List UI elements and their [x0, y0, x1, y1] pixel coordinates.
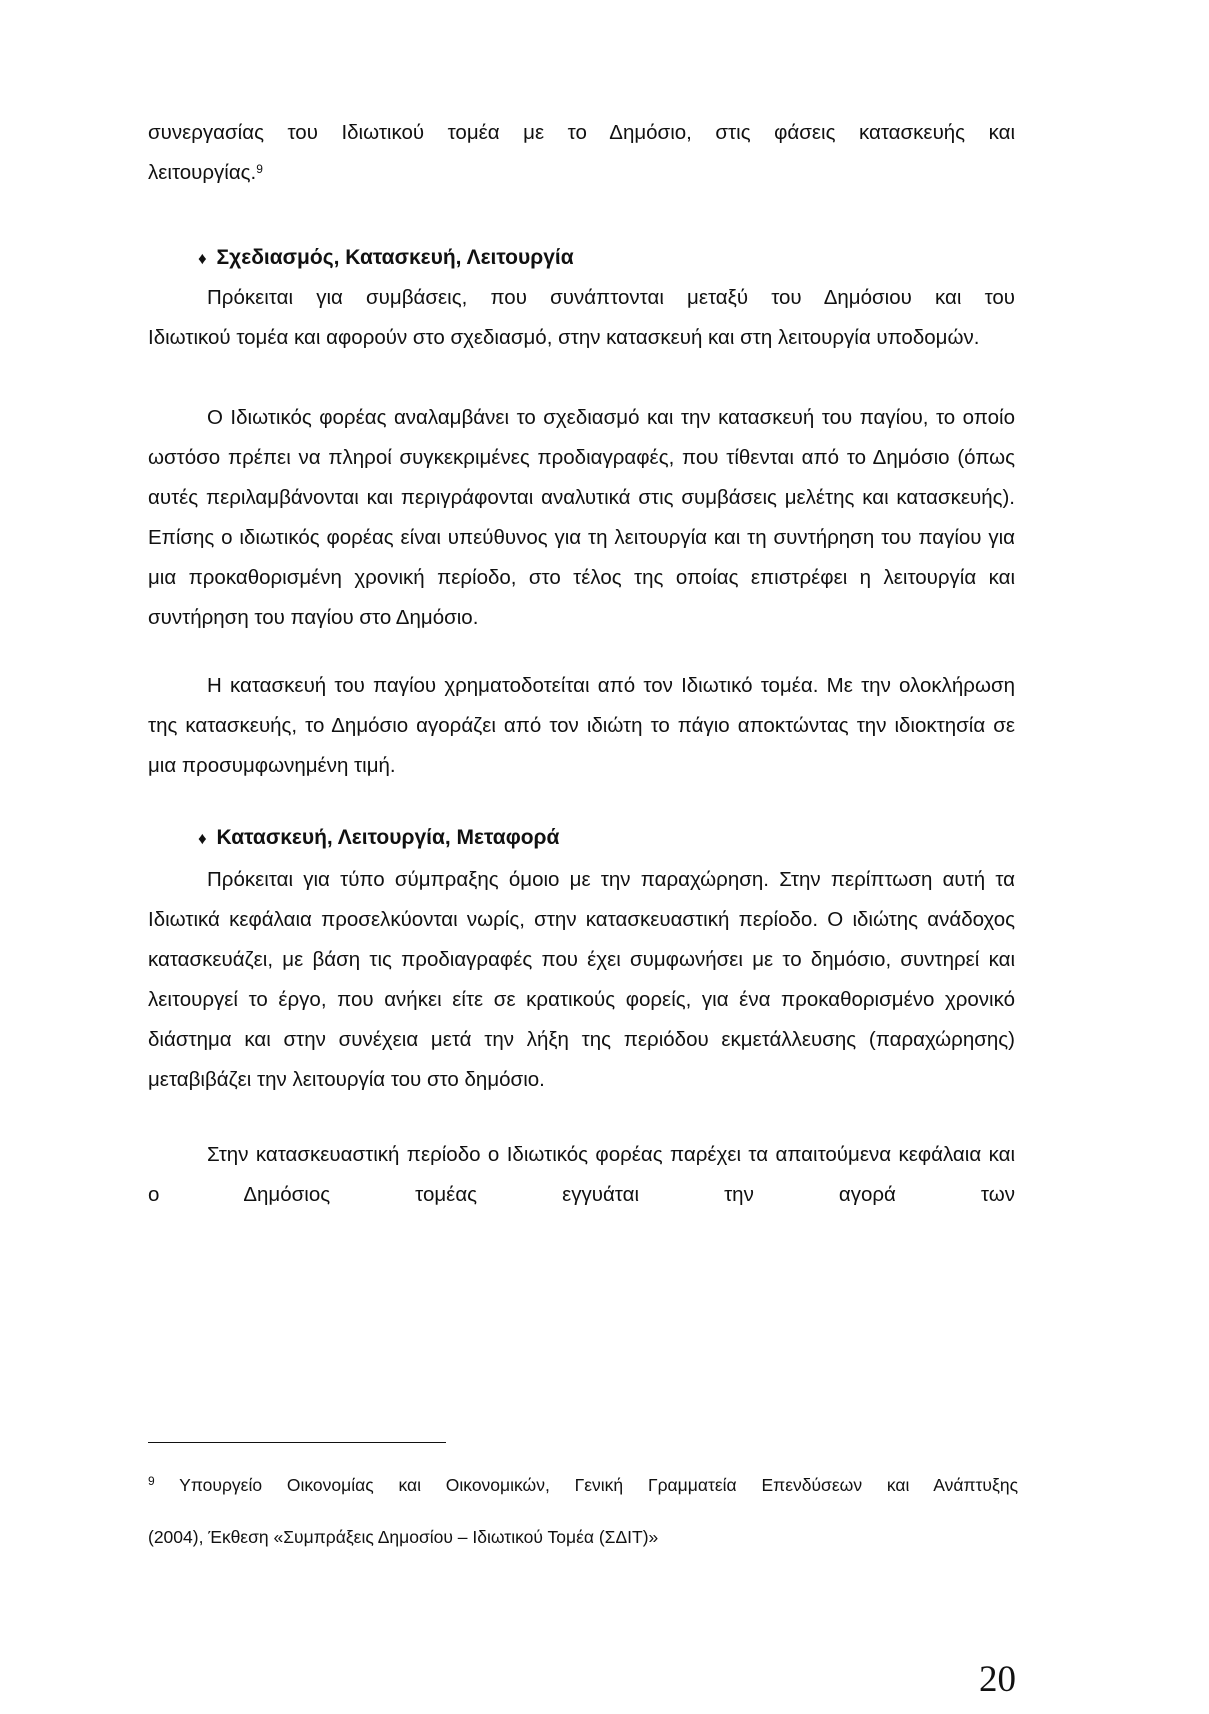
section-heading-text: Σχεδιασμός, Κατασκευή, Λειτουργία [216, 246, 574, 269]
section2-paragraph1: Πρόκειται για τύπο σύμπραξης όμοιο με την παραχώρηση. Στην περίπτωση αυτή τα Ιδιωτικά κεφάλαια προσελκύονται νωρίς, στην κατασκευαστική περίοδο. Ο ιδιώτης ανάδοχος κατασκευάζει, με βάση τις προδιαγραφές που έχει συμφωνήσει με το δημόσιο, συντηρεί και λειτουργεί το έργο, που ανήκει είτε σε κρατικούς φορείς, για ένα προκαθορισμένο χρονικό διάστημα και στην συνέχεια μετά την λήξη της περιόδου εκμετάλλευσης (παραχώρησης) μεταβιβάζει την λειτουργία του στο δημόσιο. [148, 868, 1015, 1091]
page-number: 20 [979, 1659, 1016, 1700]
intro-line-1: συνεργασίας του Ιδιωτικού τομέα με το Δημόσιο, στις φάσεις κατασκευής και [148, 121, 1015, 144]
footnote-line-2: (2004), Έκθεση «Συμπράξεις Δημοσίου – Ιδιωτικού Τομέα (ΣΔΙΤ)» [148, 1527, 659, 1547]
section-heading-build-operate-transfer [198, 826, 559, 850]
footnote-reference: 9 [256, 162, 263, 176]
diamond-bullet-icon: ♦ [198, 829, 207, 848]
footnote-line-1-text: Υπουργείο Οικονομίας και Οικονομικών, Γενική Γραμματεία Επενδύσεων και Ανάπτυξης [179, 1475, 1019, 1495]
footnote-line-1 [148, 1470, 1018, 1500]
intro-line-2-text: λειτουργίας. [148, 161, 257, 184]
section1-paragraph1-line1: Πρόκειται για συμβάσεις, που συνάπτονται μεταξύ του Δημόσιου και του [207, 286, 1015, 309]
section-heading-design-build-operate [198, 246, 574, 270]
section1-paragraph3: Η κατασκευή του παγίου χρηματοδοτείται από τον Ιδιωτικό τομέα. Με την ολοκλήρωση της κατασκευής, το Δημόσιο αγοράζει από τον ιδιώτη το πάγιο αποκτώντας την ιδιοκτησία σε μια προσυμφωνημένη τιμή. [148, 674, 1015, 777]
section-heading-text: Κατασκευή, Λειτουργία, Μεταφορά [216, 826, 560, 849]
footnote-number: 9 [148, 1474, 155, 1488]
section1-paragraph2: Ο Ιδιωτικός φορέας αναλαμβάνει το σχεδιασμό και την κατασκευή του παγίου, το οποίο ωστόσο πρέπει να πληροί συγκεκριμένες προδιαγραφές, που τίθενται από το Δημόσιο (όπως αυτές περιλαμβάνονται και περιγράφονται αναλυτικά στις συμβάσεις μελέτης και κατασκευής). Επίσης ο ιδιωτικός φορέας είναι υπεύθυνος για τη λειτουργία και τη συντήρηση του παγίου για μια προκαθορισμένη χρονική περίοδο, στο τέλος της οποίας επιστρέφει η λειτουργία και συντήρηση του παγίου στο Δημόσιο. [148, 406, 1015, 629]
section1-paragraph1-rest: Ιδιωτικού τομέα και αφορούν στο σχεδιασμό, στην κατασκευή και στη λειτουργία υποδομών. [148, 326, 980, 349]
footnote-separator [148, 1442, 446, 1443]
diamond-bullet-icon: ♦ [198, 249, 207, 268]
section2-paragraph2: Στην κατασκευαστική περίοδο ο Ιδιωτικός φορέας παρέχει τα απαιτούμενα κεφάλαια και ο Δημόσιος τομέας εγγυάται την αγορά των [148, 1143, 1015, 1206]
intro-line-2 [148, 153, 1015, 193]
